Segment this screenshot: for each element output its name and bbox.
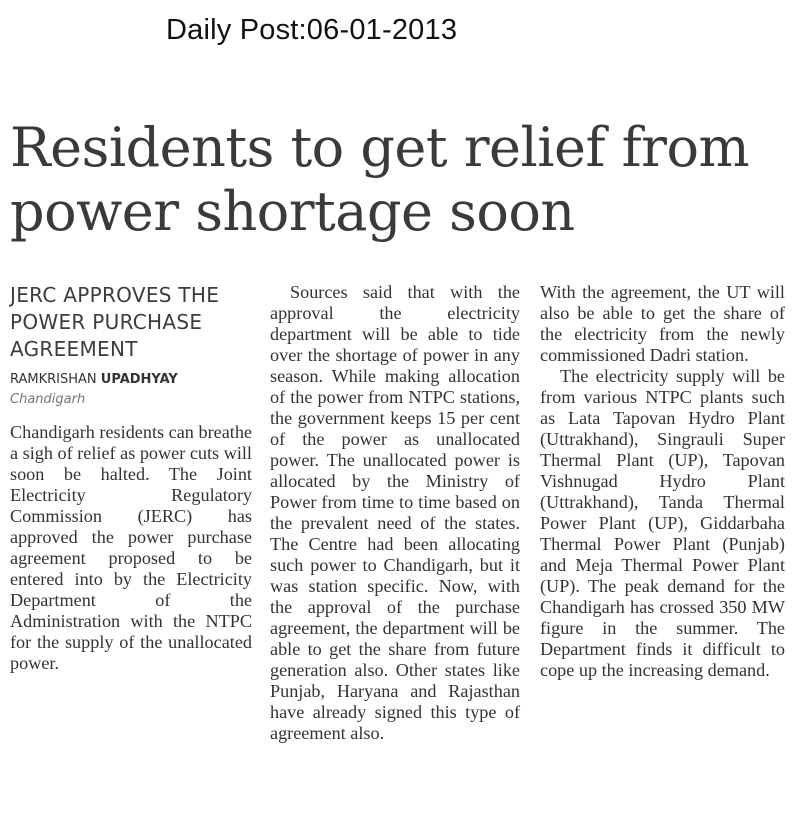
byline [10, 371, 252, 389]
headline-line-2: power shortage soon [10, 180, 575, 243]
dateline-place: Chandigarh [10, 392, 86, 407]
column-2 [270, 282, 520, 744]
headline-line-1: Residents to get relief from [10, 116, 750, 179]
body-paragraph-2: Sources said that with the approval the electricity department will be able to tide over the shortage of power in any season. While making allocation of the power from NTPC stations, the government keeps 15 per cent of the power as unallocated power. The unallocated power is allocated by the Ministry of Power from time to time based on the prevalent need of the states. The Centre had been allocating such power to Chandigarh, but it was station specific. Now, with the approval of the purchase agreement, the department will be able to get the share from future generation also. Other states like Punjab, Haryana and Rajasthan have already signed this type of agreement also. [270, 282, 520, 743]
author-first-name: RAMKRISHAN [10, 372, 97, 387]
author-last-name: UPADHYAY [100, 372, 178, 387]
column-1 [10, 282, 252, 674]
body-paragraph-1: Chandigarh residents can breathe a sigh of relief as power cuts will soon be halted. The Joint Electricity Regulatory Commission (JERC) has approved the power purchase agreement proposed to be entered into by the Electricity Department of the Administration with the NTPC for the supply of the unallocated power. [10, 422, 252, 673]
headline [10, 116, 790, 244]
body-paragraph-4: The electricity supply will be from various NTPC plants such as Lata Tapovan Hydro Plant (Uttrakhand), Singrauli Super Thermal Plant (UP), Tapovan Vishnugad Hydro Plant (Uttrakhand), Tanda Thermal Power Plant (UP), Giddarbaha Thermal Power Plant (Punjab) and Meja Thermal Power Plant (UP). The peak demand for the Chandigarh has crossed 350 MW figure in the summer. The Department finds it difficult to cope up the increasing demand. [540, 366, 785, 680]
column-3 [540, 282, 785, 681]
body-paragraph-3: With the agreement, the UT will also be able to get the share of the electricity from the newly commissioned Dadri station. [540, 282, 785, 365]
kicker: JERC APPROVES THE POWER PURCHASE AGREEMENT [10, 283, 220, 361]
source-date-line: Daily Post:06-01-2013 [166, 14, 458, 46]
